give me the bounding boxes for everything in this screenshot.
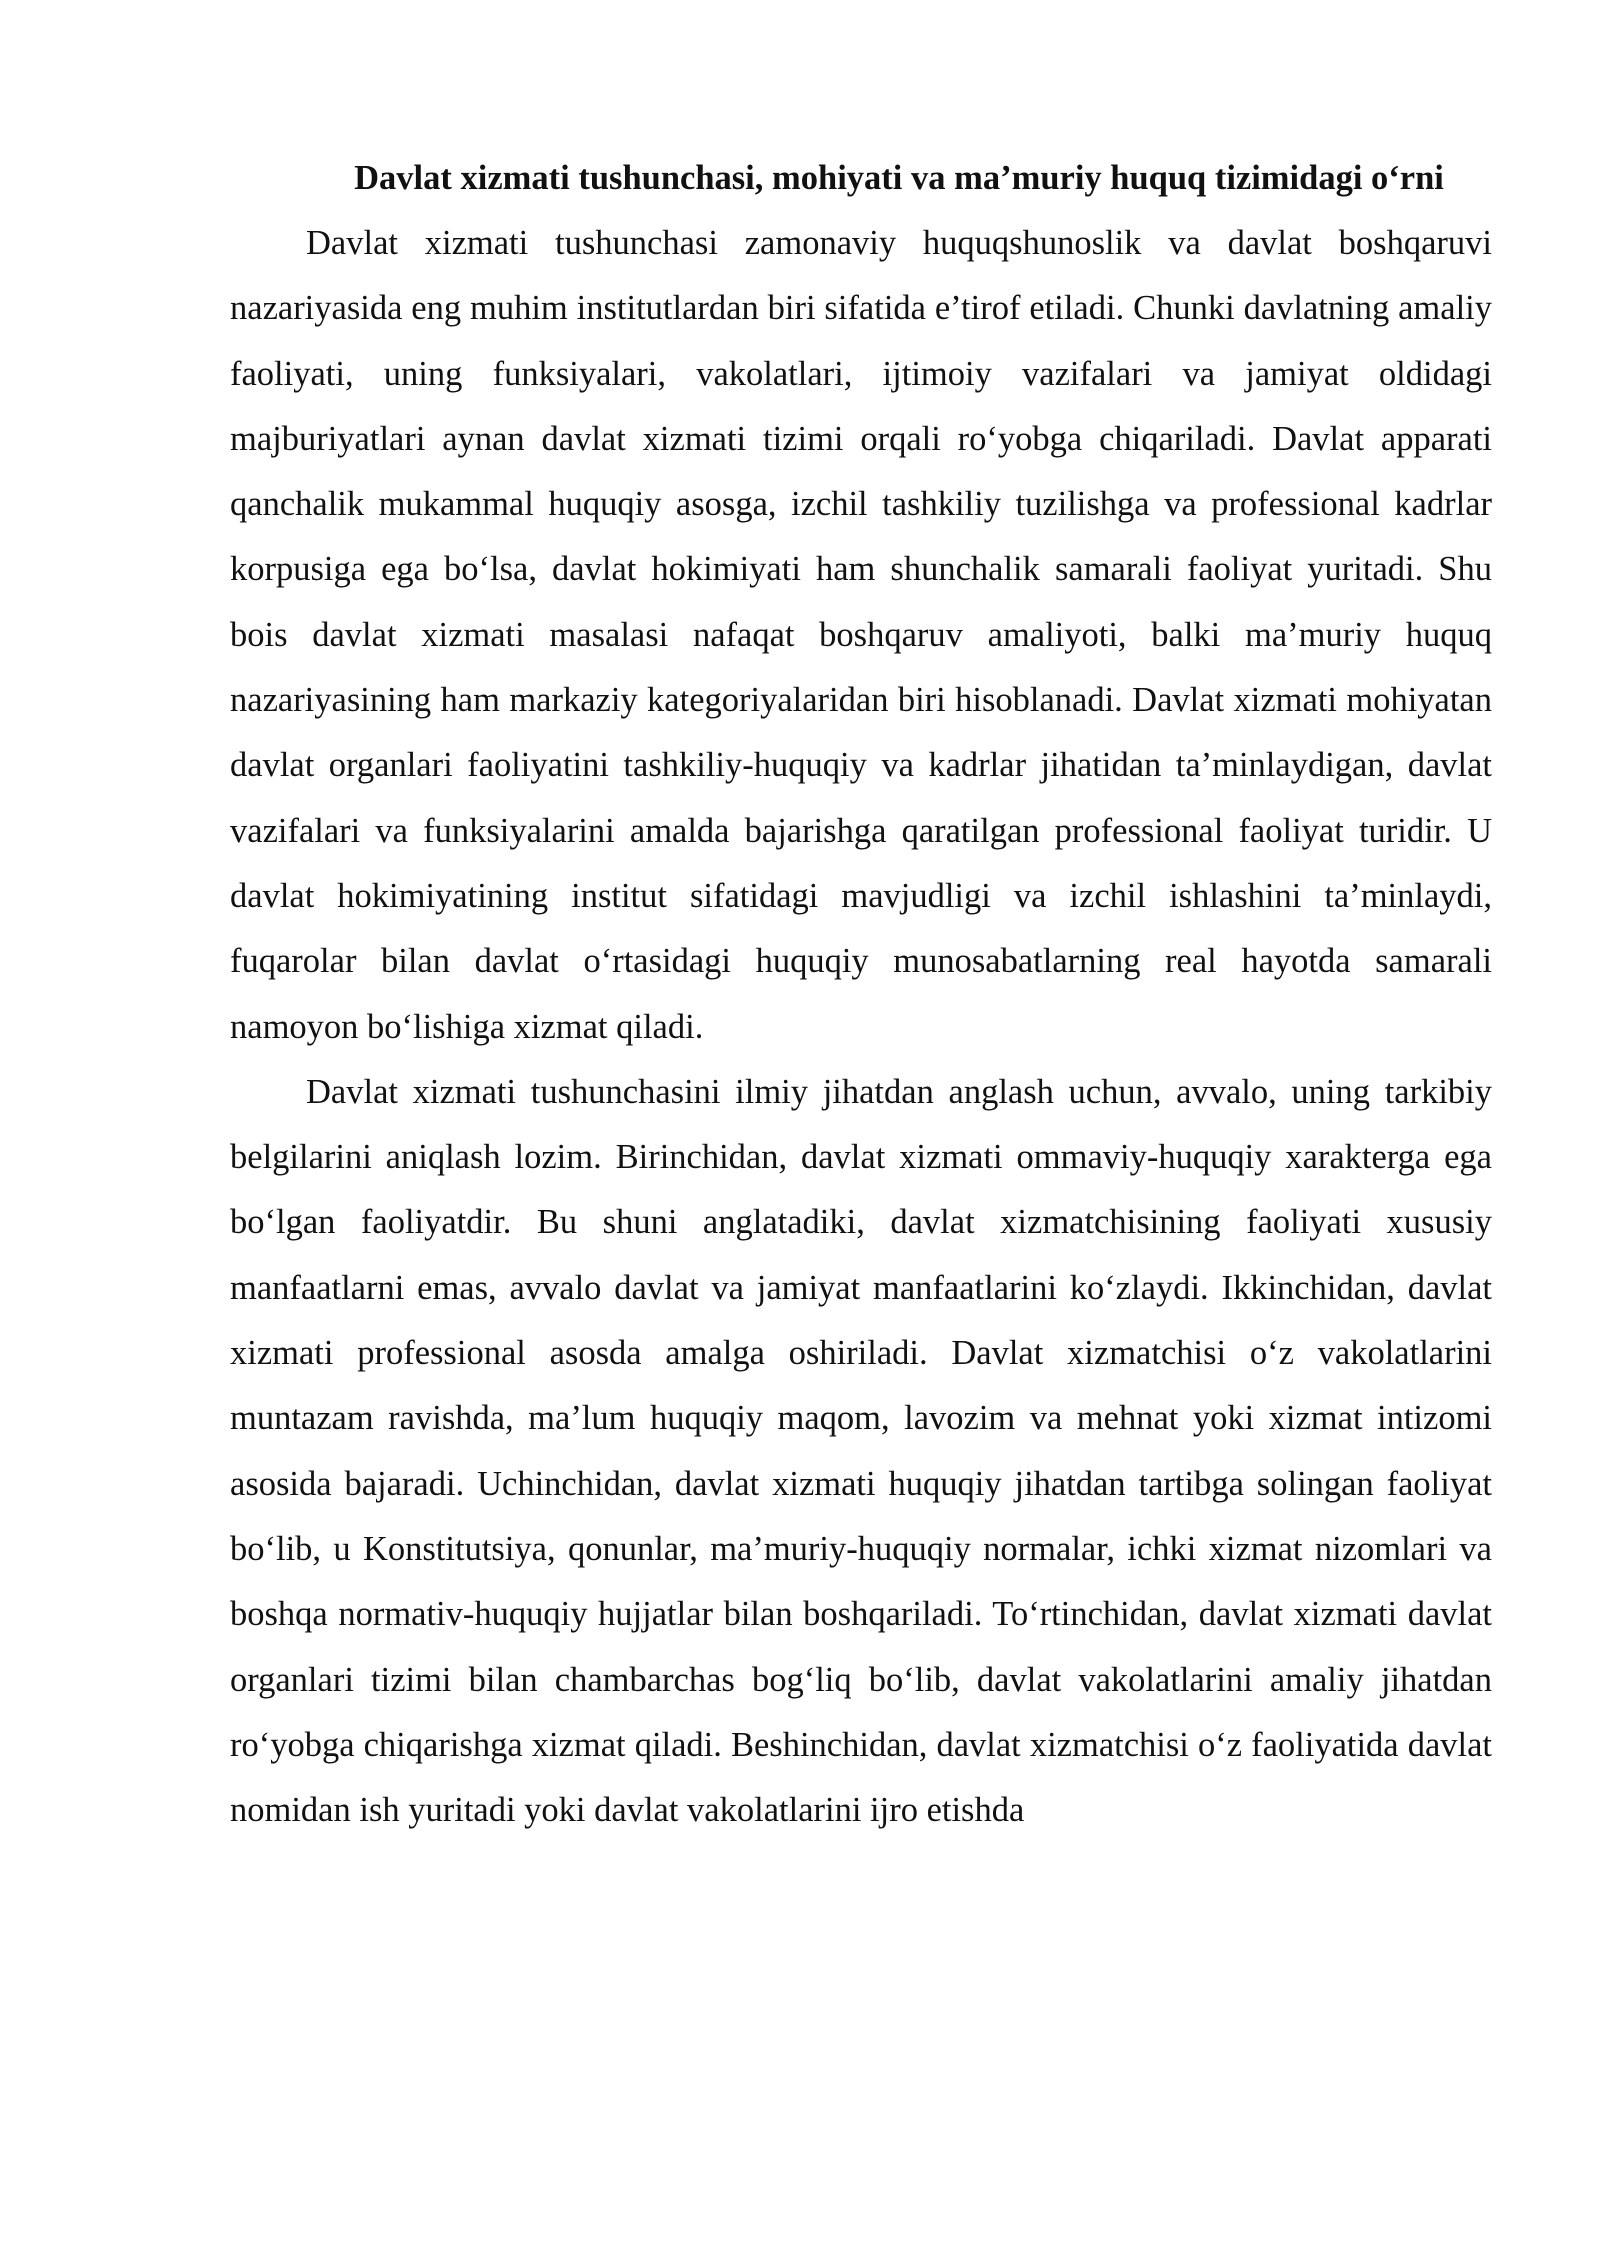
paragraph-1: Davlat xizmati tushunchasi zamonaviy huquqshunoslik va davlat boshqaruvi nazariyasida eng muhim institutlardan biri sifatida e’tirof etiladi. Chunki davlatning amaliy faoliyati, uning funksiyalari, vakolatlari, ijtimoiy vazifalari va jamiyat oldidagi majburiyatlari aynan davlat xizmati tizimi orqali ro‘yobga chiqariladi. Davlat apparati qanchalik mukammal huquqiy asosga, izchil tashkiliy tuzilishga va professional kadrlar korpusiga ega bo‘lsa, davlat hokimiyati ham shunchalik samarali faoliyat yuritadi. Shu bois davlat xizmati masalasi nafaqat boshqaruv amaliyoti, balki ma’muriy huquq nazariyasining ham markaziy kategoriyalaridan biri hisoblanadi. Davlat xizmati mohiyatan davlat organlari faoliyatini tashkiliy-huquqiy va kadrlar jihatidan ta’minlaydigan, davlat vazifalari va funksiyalarini amalda bajarishga qaratilgan professional faoliyat turidir. U davlat hokimiyatining institut sifatidagi mavjudligi va izchil ishlashini ta’minlaydi, fuqarolar bilan davlat o‘rtasidagi huquqiy munosabatlarning real hayotda samarali namoyon bo‘lishiga xizmat qiladi. (230, 224, 1492, 1046)
document-body (230, 146, 1492, 1843)
document-title: Davlat xizmati tushunchasi, mohiyati va ma’muriy huquq tizimidagi o‘rni (354, 159, 1444, 197)
paragraph-2: Davlat xizmati tushunchasini ilmiy jihatdan anglash uchun, avvalo, uning tarkibiy belgilarini aniqlash lozim. Birinchidan, davlat xizmati ommaviy-huquqiy xarakterga ega bo‘lgan faoliyatdir. Bu shuni anglatadiki, davlat xizmatchisining faoliyati xususiy manfaatlarni emas, avvalo davlat va jamiyat manfaatlarini ko‘zlaydi. Ikkinchidan, davlat xizmati professional asosda amalga oshiriladi. Davlat xizmatchisi o‘z vakolatlarini muntazam ravishda, ma’lum huquqiy maqom, lavozim va mehnat yoki xizmat intizomi asosida bajaradi. Uchinchidan, davlat xizmati huquqiy jihatdan tartibga solingan faoliyat bo‘lib, u Konstitutsiya, qonunlar, ma’muriy-huquqiy normalar, ichki xizmat nizomlari va boshqa normativ-huquqiy hujjatlar bilan boshqariladi. To‘rtinchidan, davlat xizmati davlat organlari tizimi bilan chambarchas bog‘liq bo‘lib, davlat vakolatlarini amaliy jihatdan ro‘yobga chiqarishga xizmat qiladi. Beshinchidan, davlat xizmatchisi o‘z faoliyatida davlat nomidan ish yuritadi yoki davlat vakolatlarini ijro etishda (230, 1072, 1492, 1830)
